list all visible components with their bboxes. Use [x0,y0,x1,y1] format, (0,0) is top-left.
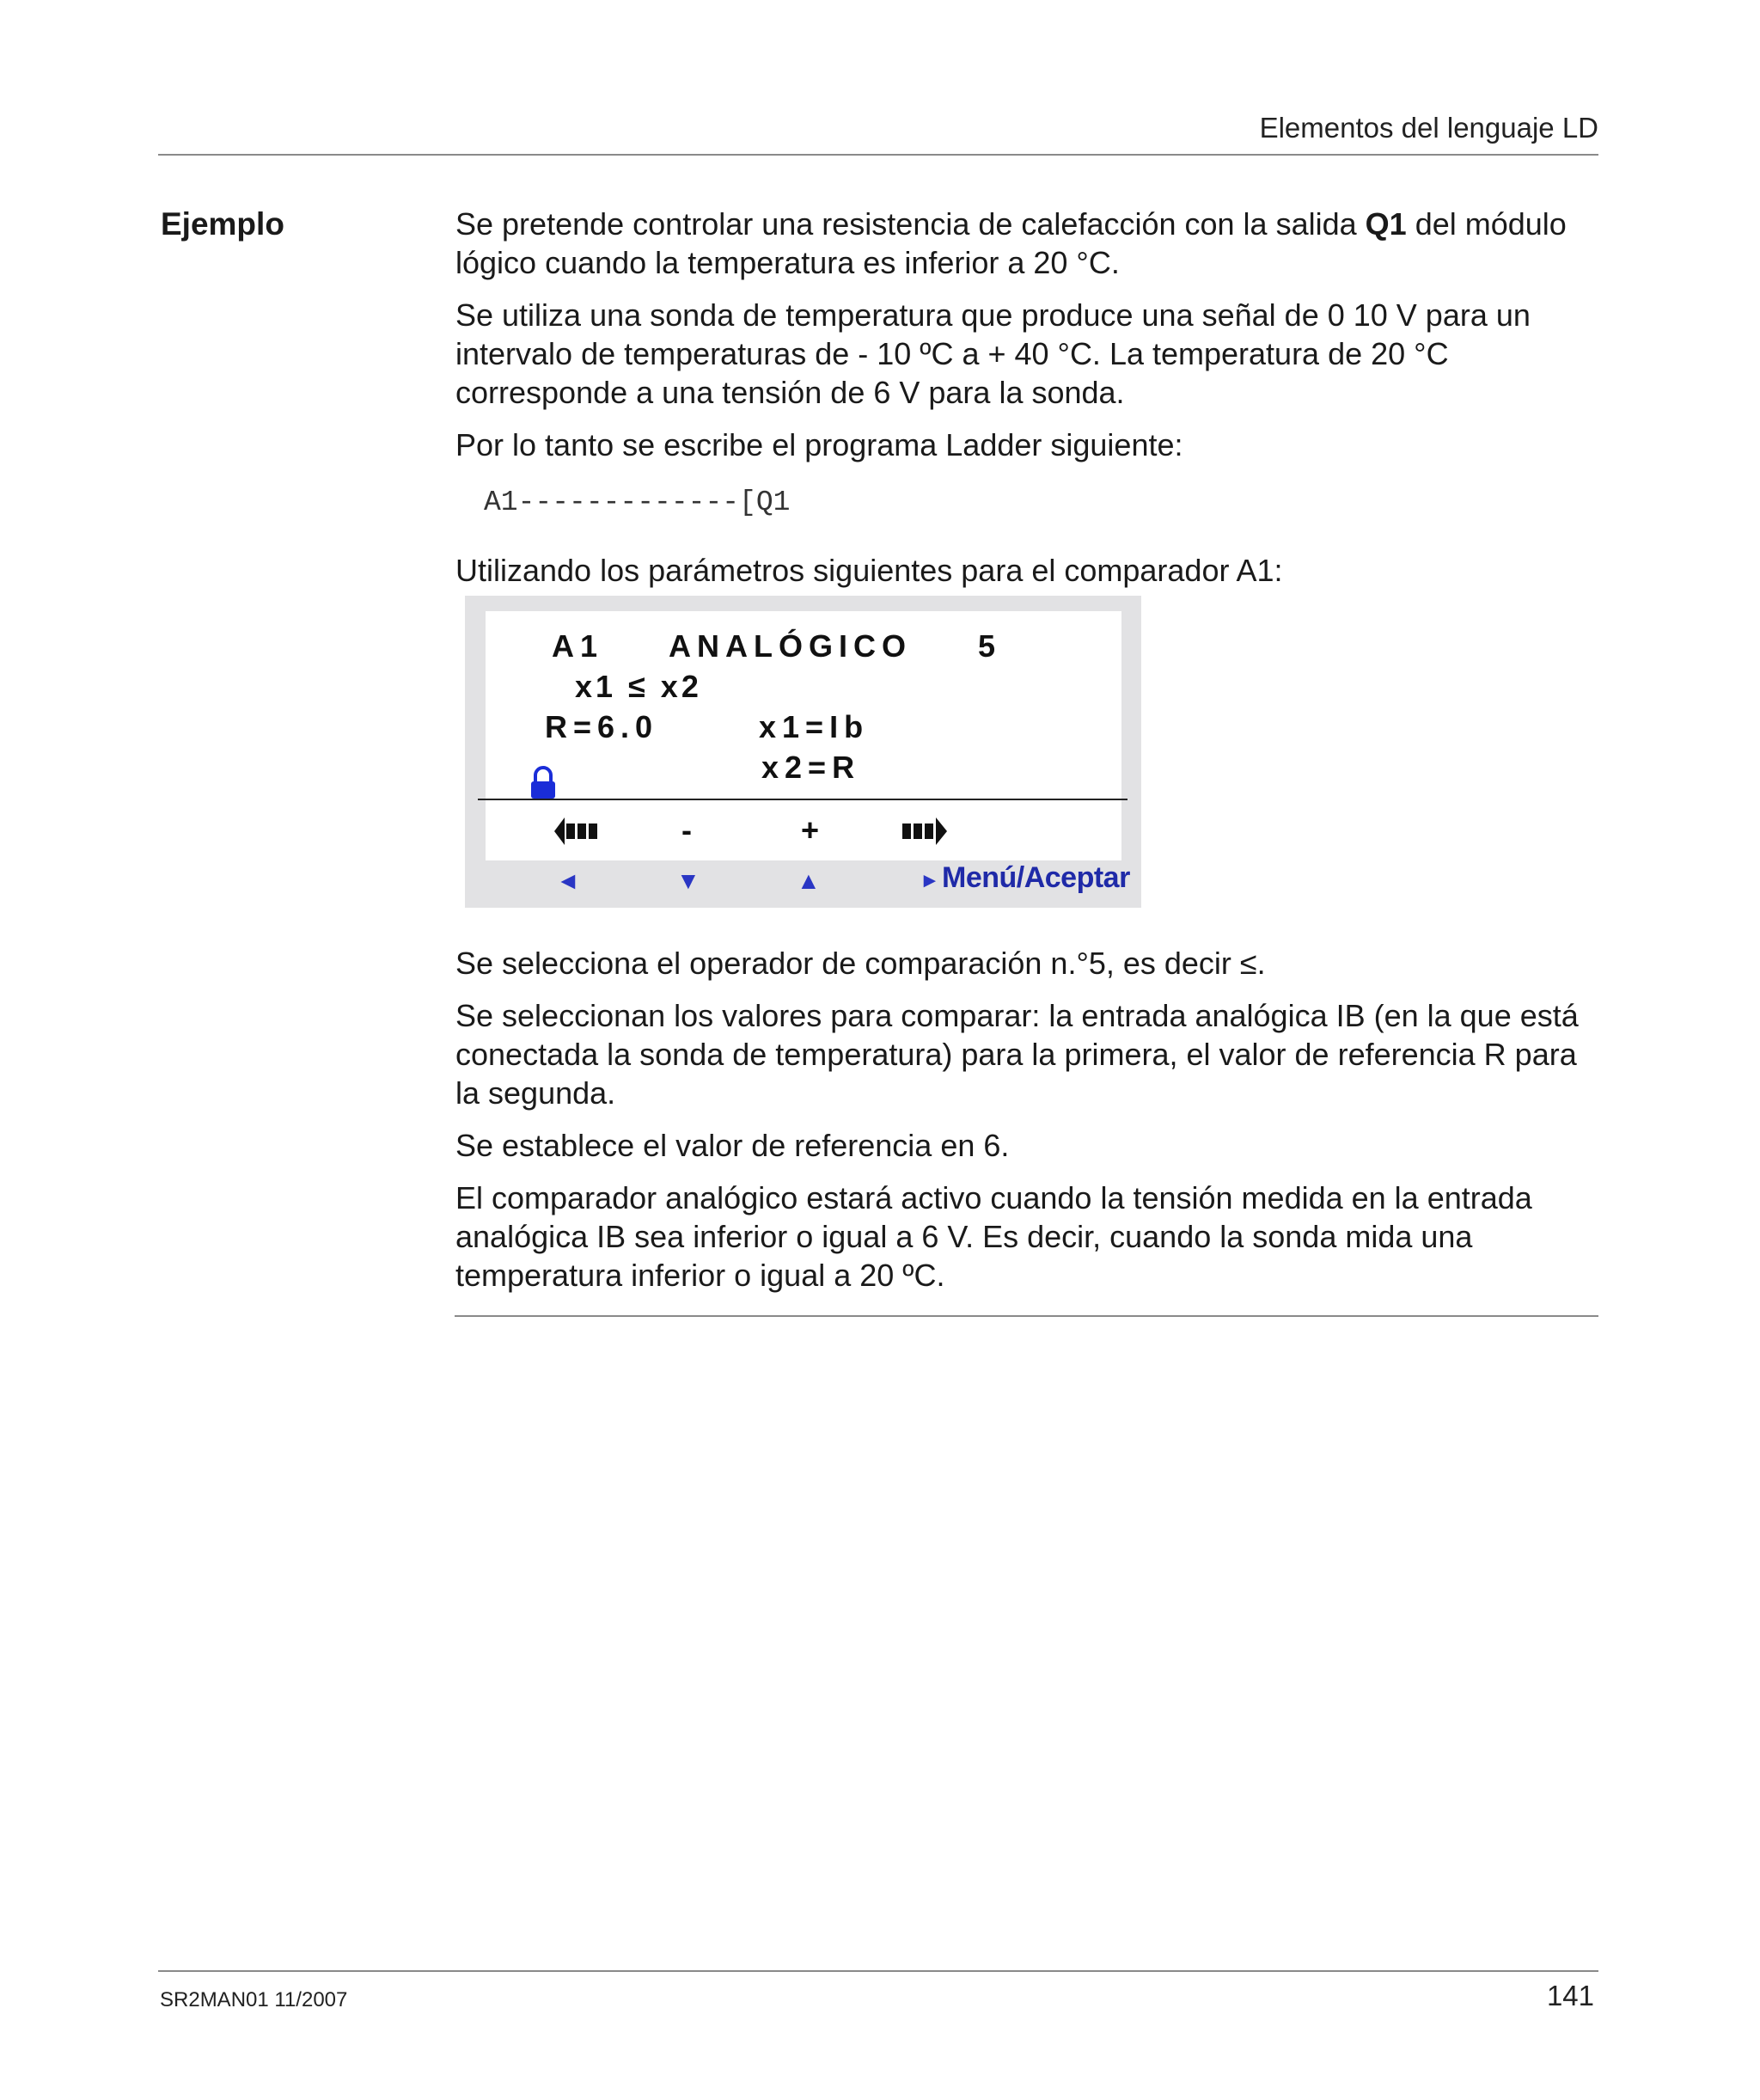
intro-paragraph-1: Se pretende controlar una resistencia de calefacción con la salida Q1 del módulo lógico cuando la temperatura es inferior a 20 °C. [455,206,1567,280]
intro-paragraph-4: Utilizando los parámetros siguientes para el comparador A1: [455,553,1283,588]
header-rule [158,154,1598,156]
lcd-comparison: x1 ≤ x2 [575,669,702,704]
ladder-code: A1-------------[Q1 [484,487,791,518]
lcd-block-name: A1 [552,628,604,664]
output-q1: Q1 [1365,206,1407,242]
nav-up-button[interactable]: ▲ [797,867,821,894]
explanation-text [455,944,1598,1308]
explanation-paragraph-2: Se seleccionan los valores para comparar: la entrada analógica IB (en la que está conectada la sonda de temperatura) para la primera, el valor de referencia R para la segunda. [455,998,1579,1111]
menu-accept-button[interactable]: Menú/Aceptar [942,861,1130,894]
nav-left-button[interactable]: ◄ [556,867,580,894]
footer-rule [158,1970,1598,1972]
explanation-paragraph-4: El comparador analógico estará activo cuando la tensión medida en la entrada analógica IB sea inferior o igual a 6 V. Es decir, cuando la sonda mida una temperatura inferior o igual a 20 ºC. [455,1180,1532,1293]
intro-text [455,205,1598,603]
explanation-paragraph-1: Se selecciona el operador de comparación n.°5, es decir ≤. [455,946,1266,981]
lcd-operator-number: 5 [978,628,1002,664]
lcd-display [465,596,1141,908]
section-label: Ejemplo [161,206,284,242]
lcd-reference-value: R=6.0 [545,709,659,744]
nav-right-button[interactable]: ► [920,869,940,892]
explanation-paragraph-3: Se establece el valor de referencia en 6. [455,1128,1010,1163]
lcd-divider [478,799,1128,800]
section-end-rule [455,1315,1598,1317]
intro-paragraph-2: Se utiliza una sonda de temperatura que produce una señal de 0 10 V para un intervalo de temperaturas de - 10 ºC a + 40 °C. La temperatura de 20 °C corresponde a una tensión de 6 V para la sonda. [455,297,1531,410]
running-header: Elementos del lenguaje LD [1259,112,1598,144]
arrow-left-icon [554,814,602,848]
lcd-block-type: ANALÓGICO [669,628,912,664]
lcd-x2-assignment: x2=R [761,750,861,785]
fn-plus: + [801,812,820,848]
intro-paragraph-3: Por lo tanto se escribe el programa Ladder siguiente: [455,427,1183,462]
arrow-right-icon [899,814,947,848]
fn-minus: - [681,812,692,848]
lock-icon [529,766,557,800]
nav-down-button[interactable]: ▼ [676,867,700,894]
page-number: 141 [1546,1980,1594,2011]
document-reference: SR2MAN01 11/2007 [160,1988,348,2011]
lcd-x1-assignment: x1=Ib [759,709,870,744]
